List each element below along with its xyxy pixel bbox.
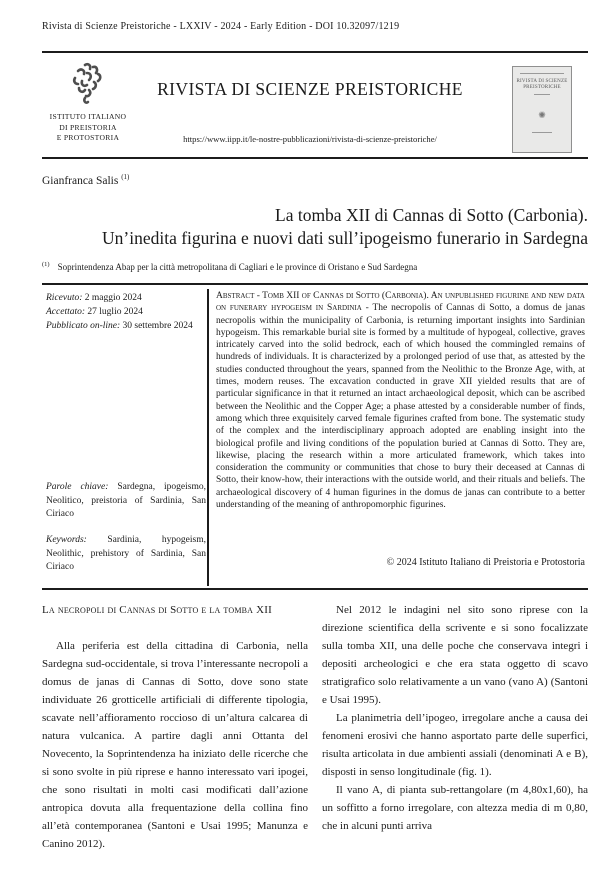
affiliation-text: Soprintendenza Abap per la città metropolitana di Cagliari e le province di Oristano e Sud Sardegna bbox=[57, 262, 418, 272]
institute-name-line: E PROTOSTORIA bbox=[56, 133, 120, 143]
keywords-italian bbox=[46, 481, 206, 522]
journal-url-text[interactable]: https://www.iipp.it/le-nostre-pubblicazioni/rivista-di-scienze-preistoriche/ bbox=[183, 134, 437, 144]
keywords-english-value: Sardinia, hypogeism, Neolithic, prehistory of Sardinia, San Ciriaco bbox=[46, 535, 206, 572]
accepted-line bbox=[46, 305, 204, 319]
institute-name-line: ISTITUTO ITALIANO bbox=[49, 112, 127, 121]
dates-block bbox=[46, 291, 204, 333]
cover-top-line bbox=[520, 73, 564, 74]
published-value: 30 settembre 2024 bbox=[122, 321, 193, 331]
abstract-separator: - bbox=[361, 303, 373, 314]
header-bottom-rule bbox=[42, 157, 588, 159]
header-top-rule bbox=[42, 51, 588, 53]
abstract-heading: Abstract - Tomb XII of Cannas di Sotto (Carbonia). An unpublished figurine and new data on funerary hypogeism in Sardinia bbox=[216, 291, 585, 314]
keywords-english-label: Keywords: bbox=[46, 535, 87, 545]
cover-bottom-line bbox=[532, 132, 552, 133]
affiliation-ref: (1) bbox=[42, 261, 50, 268]
keywords-italian-value: Sardegna, ipogeismo, Neolitico, preistoria of Sardinia, San Ciriaco bbox=[46, 482, 206, 519]
body-paragraph: La planimetria dell’ipogeo, irregolare anche a causa dei fenomeni erosivi che hanno asportato parte delle superfici, risulta articolata in due ambienti assiali (denominati A e B), disposti in senso longitudinale (fig. 1). bbox=[322, 712, 588, 778]
institute-name bbox=[36, 112, 140, 144]
accepted-label: Accettato: bbox=[46, 307, 86, 317]
body-left-column bbox=[42, 601, 308, 853]
received-value: 2 maggio 2024 bbox=[84, 293, 142, 303]
body-paragraph: Alla periferia est della cittadina di Carbonia, nella Sardegna sud-occidentale, si trova l’interessante necropoli a domus de janas di Cannas di Sotto, dove sono state individuate 26 grotticelle artificiali di differente tipologia, scavate nell’affioramento roccioso di un’altura calcarea di natura vulcanica. A partire dagli anni Ottanta del Novecento, la Soprintendenza ha iniziato delle ricerche che si sono svolte in più riprese e hanno interessato vari ipogei, che sono risultati in molti casi modificati dall’azione antropica dovuta alla frequentazione della collina fino all’età contemporanea (Santoni e Usai 1995; Manunza e Canino 2012). bbox=[42, 640, 308, 850]
cover-emblem-icon: ✺ bbox=[538, 110, 546, 120]
received-label: Ricevuto: bbox=[46, 293, 83, 303]
published-line bbox=[46, 319, 204, 333]
title-block-rule bbox=[42, 283, 588, 285]
abstract-body: The necropolis of Cannas di Sotto, a domus de janas necropolis within the municipality of Carbonia, is returning important insights into Sardinian hypogeism. This remarkable burial site is formed by a multitude of hypogeal, collective, graves intricately carved into the solid bedrock, each of which housed the commingled remains of hundreds of individuals. It is characterized by a prolonged period of use that, as attested by the studies conducted throughout the years, spanned from the Neolithic to the Bronze Age, with, at times, modern reuses. The excavation conducted in grave XII yielded results that are of particular significance in that it returned an intact archaeological deposit, which can be ascribed between the Neolithic and the Copper Age; a phase attested by a considerable number of finds, among which three exquisitely carved female figurines crafted from bone. The systematic study of the complex and the interdisciplinary approach adopted are enabling insight into the biological profile and living conditions of the population buried at Cannas di Sotto. They are, likewise, placing the research within a more articulated framework, which takes into consideration the community or communities that chose to bury their deceased at Cannas di Sotto, their know-how, their interactions with the outside world, and their rituals and beliefs. The archaeological discovery of 4 human figurines in the domus de janas can contribute to a better understanding of the meaning of anthropomorphic figurines. bbox=[216, 303, 586, 511]
running-head: Rivista di Scienze Preistoriche - LXXIV - 2024 - Early Edition - DOI 10.32097/1219 bbox=[42, 21, 400, 32]
iipp-emblem-icon bbox=[65, 61, 111, 109]
section-heading: La necropoli di Cannas di Sotto e la tomba XII bbox=[42, 604, 272, 616]
article-title-line2: Un’inedita figurina e nuovi dati sull’ipogeismo funerario in Sardegna bbox=[102, 227, 588, 248]
journal-url-link[interactable] bbox=[130, 134, 490, 144]
received-line bbox=[46, 291, 204, 305]
metadata-divider-rule bbox=[207, 289, 209, 586]
keywords-english bbox=[46, 534, 206, 575]
institute-name-line: DI PREISTORIA bbox=[59, 122, 117, 132]
cover-title: RIVISTA DI SCIENZE PREISTORICHE bbox=[516, 79, 568, 90]
accepted-value: 27 luglio 2024 bbox=[87, 307, 143, 317]
article-title bbox=[42, 204, 588, 249]
abstract-bottom-rule bbox=[42, 588, 588, 590]
institute-logo bbox=[60, 61, 116, 111]
affiliation-line bbox=[42, 261, 588, 272]
author-affiliation-ref: (1) bbox=[121, 173, 130, 181]
author-line bbox=[42, 173, 129, 187]
author-name: Gianfranca Salis bbox=[42, 174, 119, 187]
body-paragraph: Nel 2012 le indagini nel sito sono riprese con la direzione scientifica della scrivente e si sono focalizzate sulla tomba XII, una delle poche che conservava integri i depositi archeologici e che era stata oggetto di scavo stratigrafico solo relativamente a un vano (vano A) (Santoni e Usai 1995). bbox=[322, 604, 588, 706]
journal-cover-thumbnail bbox=[512, 66, 572, 153]
article-title-line1: La tomba XII di Cannas di Sotto (Carbonia). bbox=[275, 205, 588, 225]
keywords-italian-label: Parole chiave: bbox=[46, 482, 109, 492]
cover-divider bbox=[534, 94, 550, 95]
copyright-line: © 2024 Istituto Italiano di Preistoria e Protostoria bbox=[386, 557, 585, 568]
abstract bbox=[216, 290, 585, 511]
body-paragraph: Il vano A, di pianta sub-rettangolare (m 4,80x1,60), ha un soffitto a forno irregolare, con altezza media di m 0,80, che in alcuni punti arriva bbox=[322, 784, 588, 832]
body-right-column bbox=[322, 601, 588, 835]
published-label: Pubblicato on-line: bbox=[46, 321, 121, 331]
journal-title: RIVISTA DI SCIENZE PREISTORICHE bbox=[157, 79, 463, 99]
